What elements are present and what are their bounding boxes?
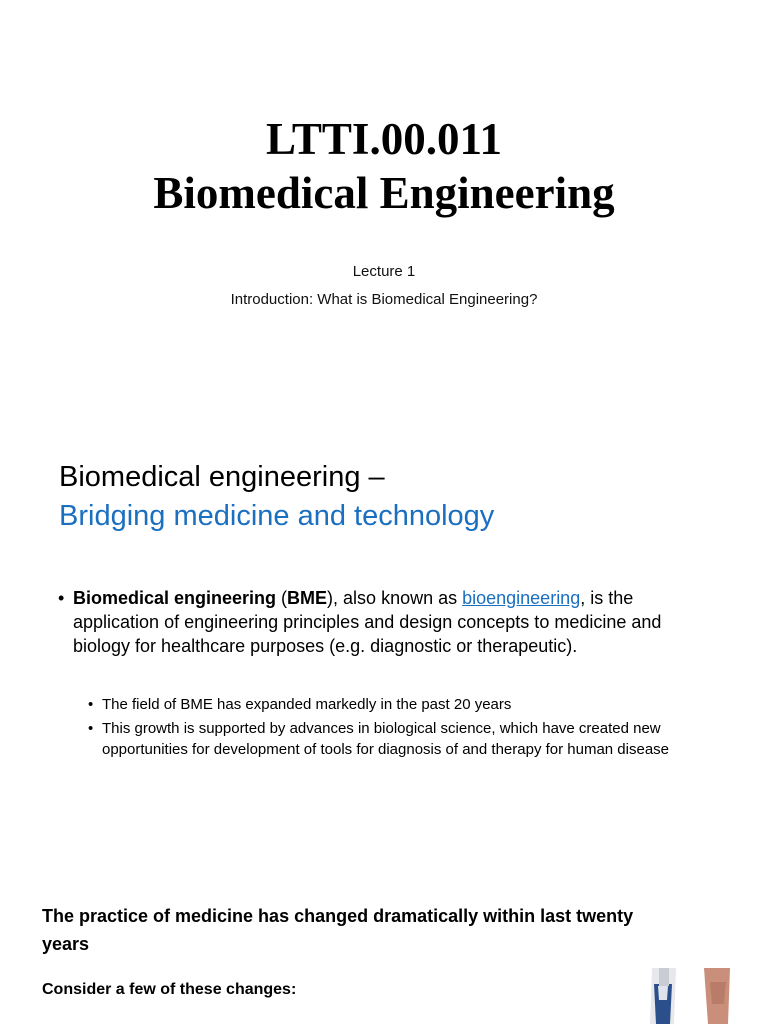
sub-bullet-list	[88, 694, 688, 763]
heading-line-2: Bridging medicine and technology	[59, 500, 495, 532]
bme-term: Biomedical engineering	[73, 588, 277, 608]
sub-bullet	[88, 694, 688, 715]
lecture-number: Lecture 1	[352, 263, 416, 280]
slide-heading	[59, 458, 494, 536]
slide-subheading: Consider a few of these changes:	[42, 981, 297, 998]
definition-slide	[0, 440, 768, 860]
bioengineering-link[interactable]: bioengineering	[462, 588, 581, 608]
sub-bullet-text: The field of BME has expanded markedly in the past 20 years	[102, 696, 512, 713]
heading-line-1: Biomedical engineering –	[59, 461, 385, 493]
bullet-dot-icon: •	[88, 720, 94, 737]
bullet-text-2: ), also known as	[327, 588, 463, 608]
main-bullet	[58, 586, 718, 658]
lecture-topic: Introduction: What is Biomedical Engineering?	[230, 291, 538, 308]
prosthetic-leg-image	[646, 964, 742, 1024]
bullet-text-3: , is the application of engineering principles and design concepts to medicine and biology for healthcare purposes (e.g. diagnostic or therapeutic).	[73, 588, 662, 656]
changes-slide	[0, 860, 768, 1024]
slide-heading: The practice of medicine has changed dramatically within last twenty years	[42, 906, 634, 954]
main-bullet-list	[58, 586, 718, 658]
bullet-dot-icon: •	[58, 588, 65, 608]
course-name: Biomedical Engineering	[153, 168, 615, 218]
title-slide	[0, 0, 768, 440]
course-code: LTTI.00.011	[266, 114, 502, 164]
bullet-dot-icon: •	[88, 696, 94, 713]
bullet-text-1: (	[276, 588, 288, 608]
bme-abbr: BME	[287, 588, 328, 608]
slide-title	[0, 112, 768, 220]
sub-bullet-text: This growth is supported by advances in biological science, which have created new opportunities for development of tools for diagnosis of and therapy for human disease	[102, 720, 670, 758]
sub-bullet	[88, 718, 688, 760]
slide-subtitle	[0, 258, 768, 314]
